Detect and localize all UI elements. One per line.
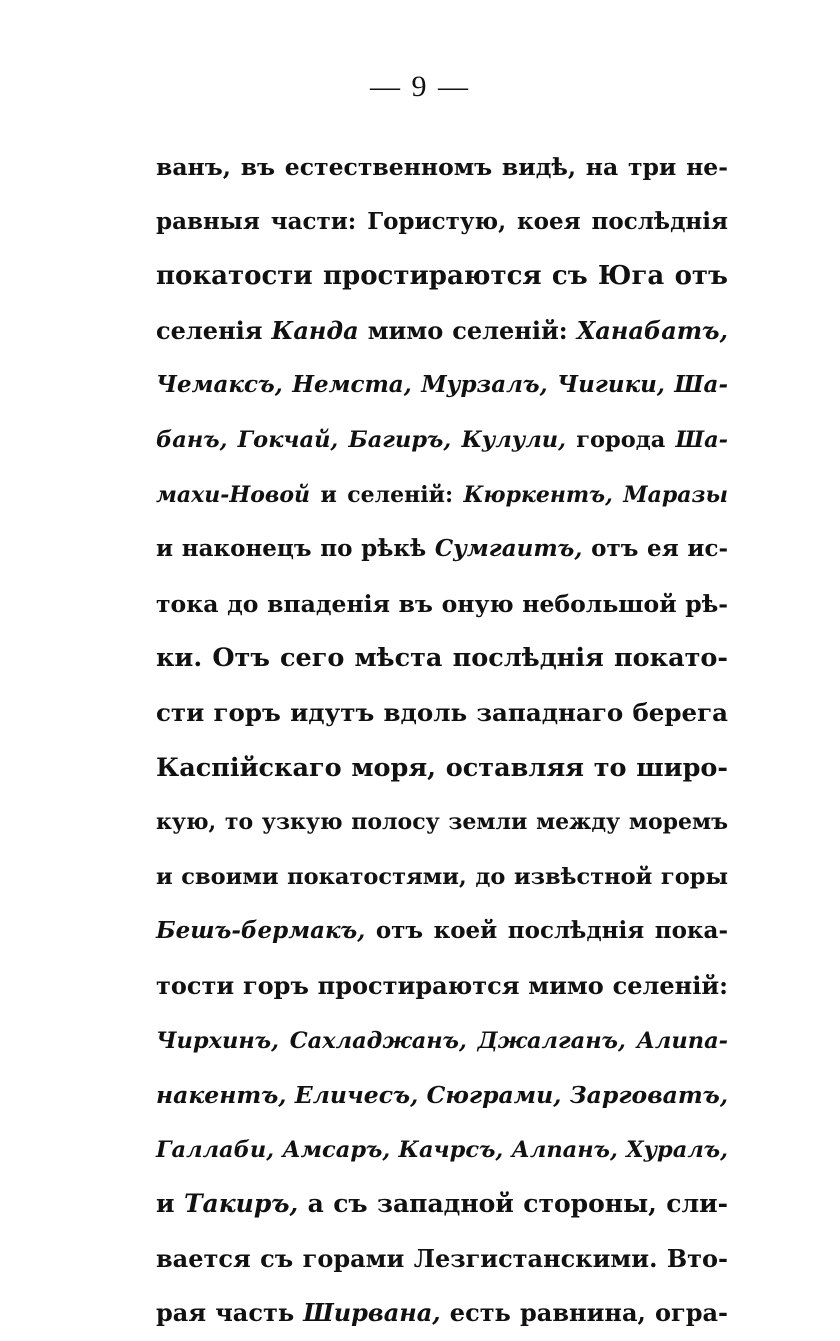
italic-segment: Кюркентъ, Маразы <box>463 481 728 508</box>
text-segment: есть равнина, огра- <box>440 1298 729 1328</box>
text-segment: города <box>565 426 676 453</box>
text-line <box>156 1123 728 1178</box>
italic-segment: Сумгаитъ, <box>434 535 583 563</box>
text-line <box>156 1177 728 1232</box>
text-line <box>156 1232 728 1287</box>
italic-segment: Галлаби, Амсаръ, Качрсъ, Алпанъ, Хуралъ, <box>156 1136 728 1163</box>
text-line <box>156 413 728 468</box>
text-segment: ванъ, въ естественномъ видѣ, на три не- <box>156 153 728 181</box>
italic-segment: махи-Новой <box>156 481 310 508</box>
text-segment: и наконецъ по рѣкѣ <box>156 535 435 563</box>
text-line <box>156 1068 728 1123</box>
text-line <box>156 904 728 959</box>
text-line <box>156 1286 728 1341</box>
text-line <box>156 195 728 250</box>
text-segment: тока до впаденія въ оную небольшой рѣ- <box>156 589 728 618</box>
text-segment: и своими покатостями, до извѣстной горы <box>156 863 728 890</box>
text-line <box>156 741 728 796</box>
text-segment: и <box>156 1189 184 1219</box>
text-line <box>156 358 728 413</box>
text-line <box>156 249 728 304</box>
text-line <box>156 304 728 359</box>
italic-segment: Чемаксъ, Немста, Мурзалъ, Чигики, Ша- <box>156 371 728 399</box>
text-segment: кую, то узкую полосу земли между моремъ <box>156 809 728 836</box>
body-text <box>156 140 728 1341</box>
text-segment: сти горъ идутъ вдоль западнаго берега <box>156 697 728 727</box>
text-segment: Каспійскаго моря, оставляя то широ- <box>156 752 728 783</box>
italic-segment: Канда <box>271 315 359 345</box>
text-line <box>156 140 728 195</box>
text-segment: и селеній: <box>310 481 464 508</box>
italic-segment: Бешъ-бермакъ, <box>156 917 366 945</box>
text-line <box>156 959 728 1014</box>
text-segment: мимо селеній: <box>358 315 577 345</box>
text-line <box>156 795 728 850</box>
text-segment: селенія <box>156 315 272 345</box>
italic-segment: Ширвана, <box>303 1298 441 1328</box>
text-line <box>156 686 728 741</box>
italic-segment: Такиръ, <box>183 1189 299 1219</box>
text-line <box>156 631 728 686</box>
text-line <box>156 1014 728 1069</box>
italic-segment: накентъ, Еличесъ, Сюграми, Зарговатъ, <box>156 1081 728 1110</box>
text-line <box>156 522 728 577</box>
text-segment: покатости простираются съ Юга отъ <box>156 261 728 292</box>
text-line <box>156 577 728 632</box>
italic-segment: банъ, Гокчай, Багиръ, Кулули, <box>156 426 566 453</box>
text-segment: отъ коей послѣднія пока- <box>365 917 728 945</box>
text-segment: тости горъ простираются мимо селеній: <box>156 970 728 1000</box>
text-segment: рая часть <box>156 1298 304 1328</box>
text-segment: отъ ея ис- <box>582 535 728 563</box>
text-segment: вается съ горами Лезгистанскими. Вто- <box>156 1243 728 1273</box>
text-segment: а съ западной стороны, сли- <box>298 1189 729 1219</box>
text-line <box>156 468 728 523</box>
italic-segment: Чирхинъ, Сахладжанъ, Джалганъ, Алипа- <box>156 1027 728 1054</box>
text-segment: ки. Отъ сего мѣста послѣднія покато- <box>156 643 728 674</box>
italic-segment: Ханабатъ, <box>576 315 728 345</box>
page-number: — 9 — <box>370 70 470 103</box>
italic-segment: Ша- <box>675 426 728 453</box>
text-segment: равныя части: Гористую, коея послѣднія <box>156 207 728 235</box>
text-line <box>156 850 728 905</box>
